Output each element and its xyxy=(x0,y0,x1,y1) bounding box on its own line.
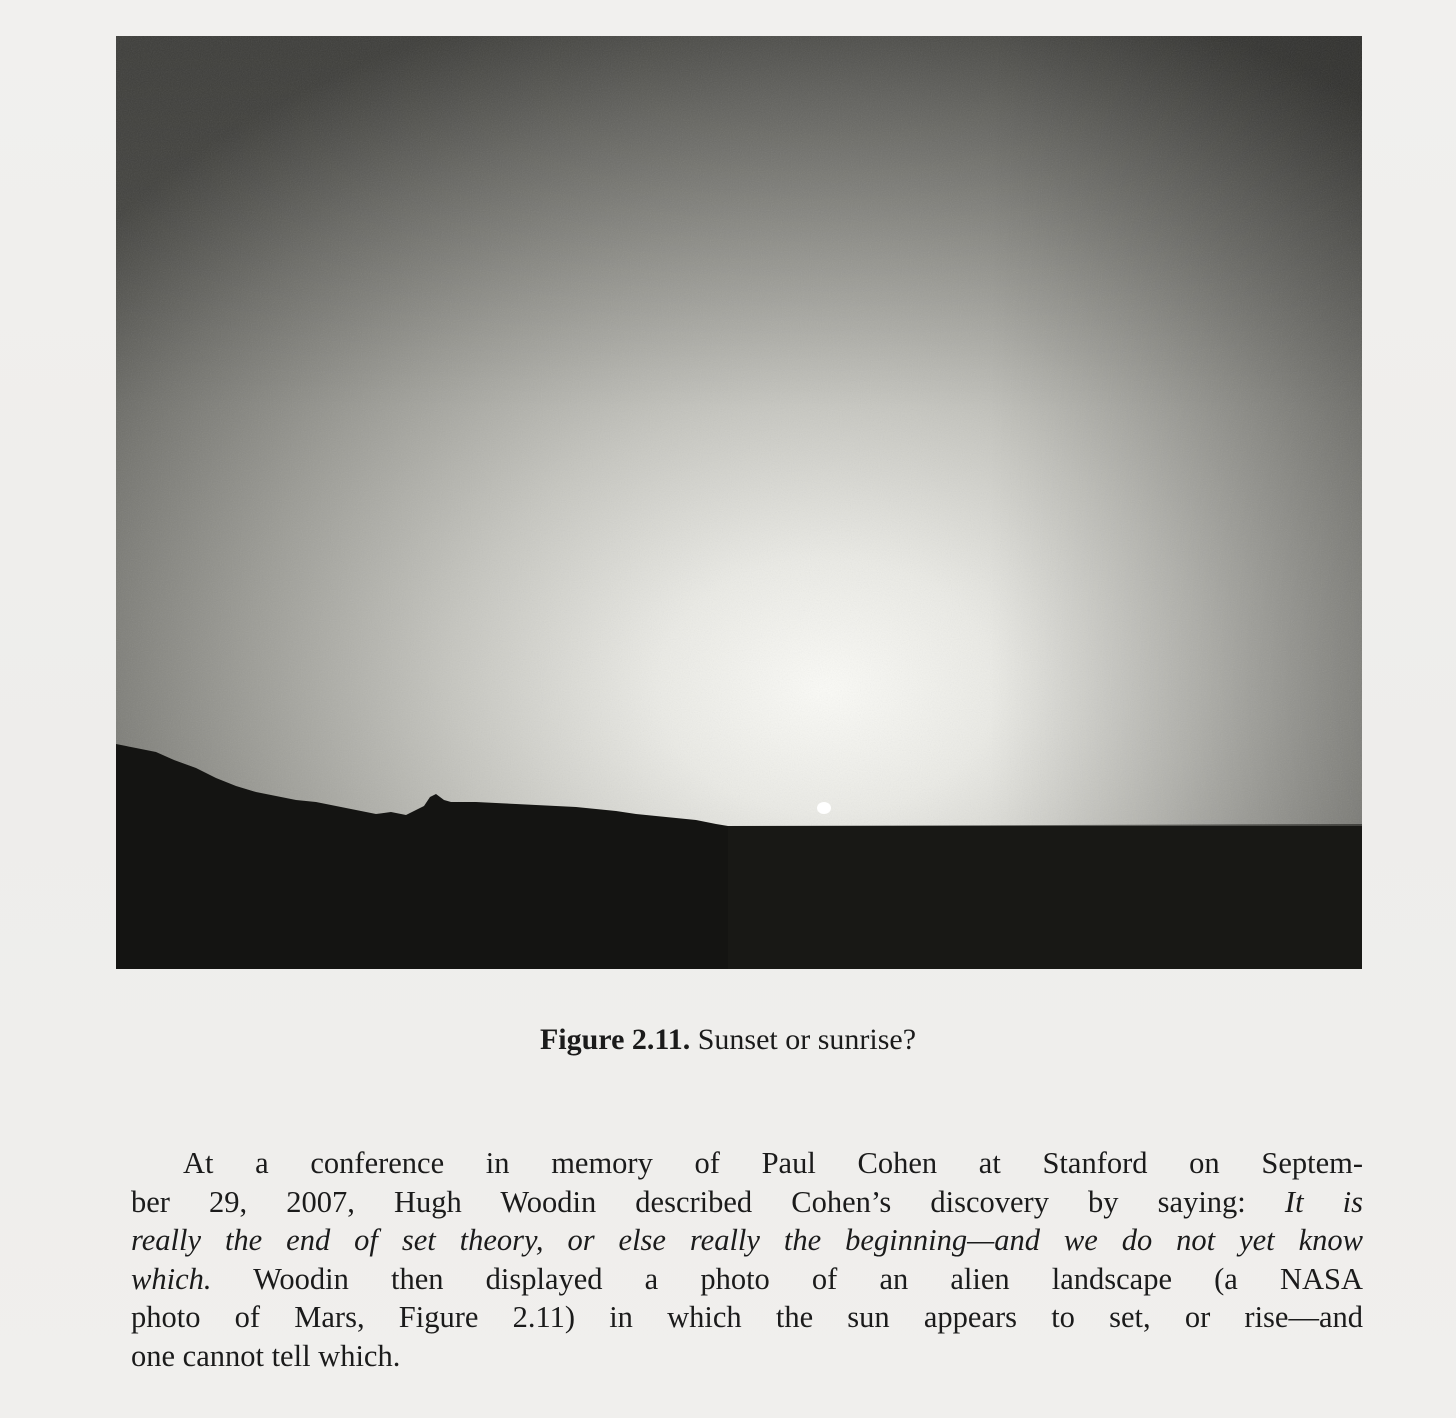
mars-sunset-photo xyxy=(116,36,1362,969)
figure-caption xyxy=(0,1022,1456,1058)
paragraph-line xyxy=(131,1221,1363,1260)
paragraph-line: At a conference in memory of Paul Cohen at Stanford on Septem- xyxy=(183,1146,1363,1180)
paragraph-text: ber 29, 2007, Hugh Woodin described Cohen’s discovery by saying: xyxy=(131,1184,1246,1219)
paragraph-line xyxy=(131,1183,1363,1222)
quote-text: which. xyxy=(131,1261,212,1296)
paragraph-line: one cannot tell which. xyxy=(131,1338,401,1373)
paragraph-text: Woodin then displayed a photo of an alien landscape (a NASA xyxy=(253,1261,1363,1296)
body-paragraph xyxy=(131,1144,1363,1376)
paragraph-line: photo of Mars, Figure 2.11) in which the sun appears to set, or rise—and xyxy=(131,1300,1363,1335)
sun xyxy=(817,802,831,814)
mars-landscape-image xyxy=(116,36,1362,969)
figure-caption-text: Sunset or sunrise? xyxy=(697,1023,917,1056)
paragraph-line xyxy=(131,1260,1363,1299)
quote-text: It is xyxy=(1284,1184,1363,1219)
figure-label: Figure 2.11. xyxy=(539,1023,691,1056)
quote-text: really the end of set theory, or else really the beginning—and we do not yet know xyxy=(131,1223,1363,1258)
